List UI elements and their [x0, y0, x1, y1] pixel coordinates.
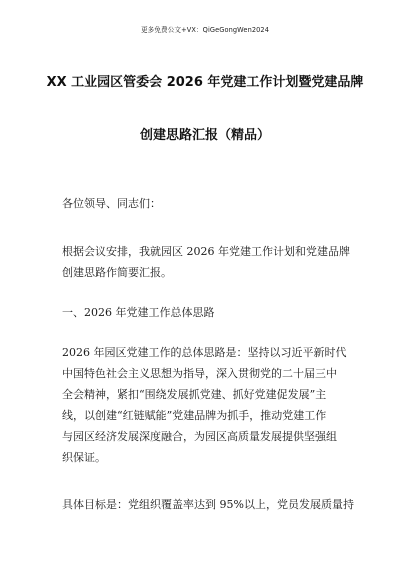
document-title-line-2: 创建思路汇报（精品）: [139, 128, 270, 143]
body-paragraph: [62, 342, 352, 468]
greeting: 各位领导、同志们：: [62, 197, 161, 210]
intro-line-1: 根据会议安排，我就园区 2026 年党建工作计划和党建品牌: [62, 245, 350, 258]
section-heading: 一、2026 年党建工作总体思路: [62, 306, 215, 319]
body-line: 2026 年园区党建工作的总体思路是：坚持以习近平新时代: [62, 346, 347, 359]
body-line: 中国特色社会主义思想为指导，深入贯彻党的二十届三中: [62, 367, 337, 380]
header-note: 更多免费公文+VX：QiGeGongWen2024: [140, 26, 270, 34]
body-line: 全会精神，紧扣“围绕发展抓党建、抓好党建促发展”主: [62, 388, 327, 401]
target-line: 具体目标是：党组织覆盖率达到 95%以上，党员发展质量持: [62, 498, 354, 511]
body-line: 线，以创建“红链赋能”党建品牌为抓手，推动党建工作: [62, 409, 327, 422]
document-title-line-1: XX 工业园区管委会 2026 年党建工作计划暨党建品牌: [46, 75, 364, 90]
intro-line-2: 创建思路作简要汇报。: [62, 266, 172, 279]
body-line: 织保证。: [62, 451, 106, 464]
body-line: 与园区经济发展深度融合，为园区高质量发展提供坚强组: [62, 430, 337, 443]
intro-paragraph: [62, 241, 352, 283]
